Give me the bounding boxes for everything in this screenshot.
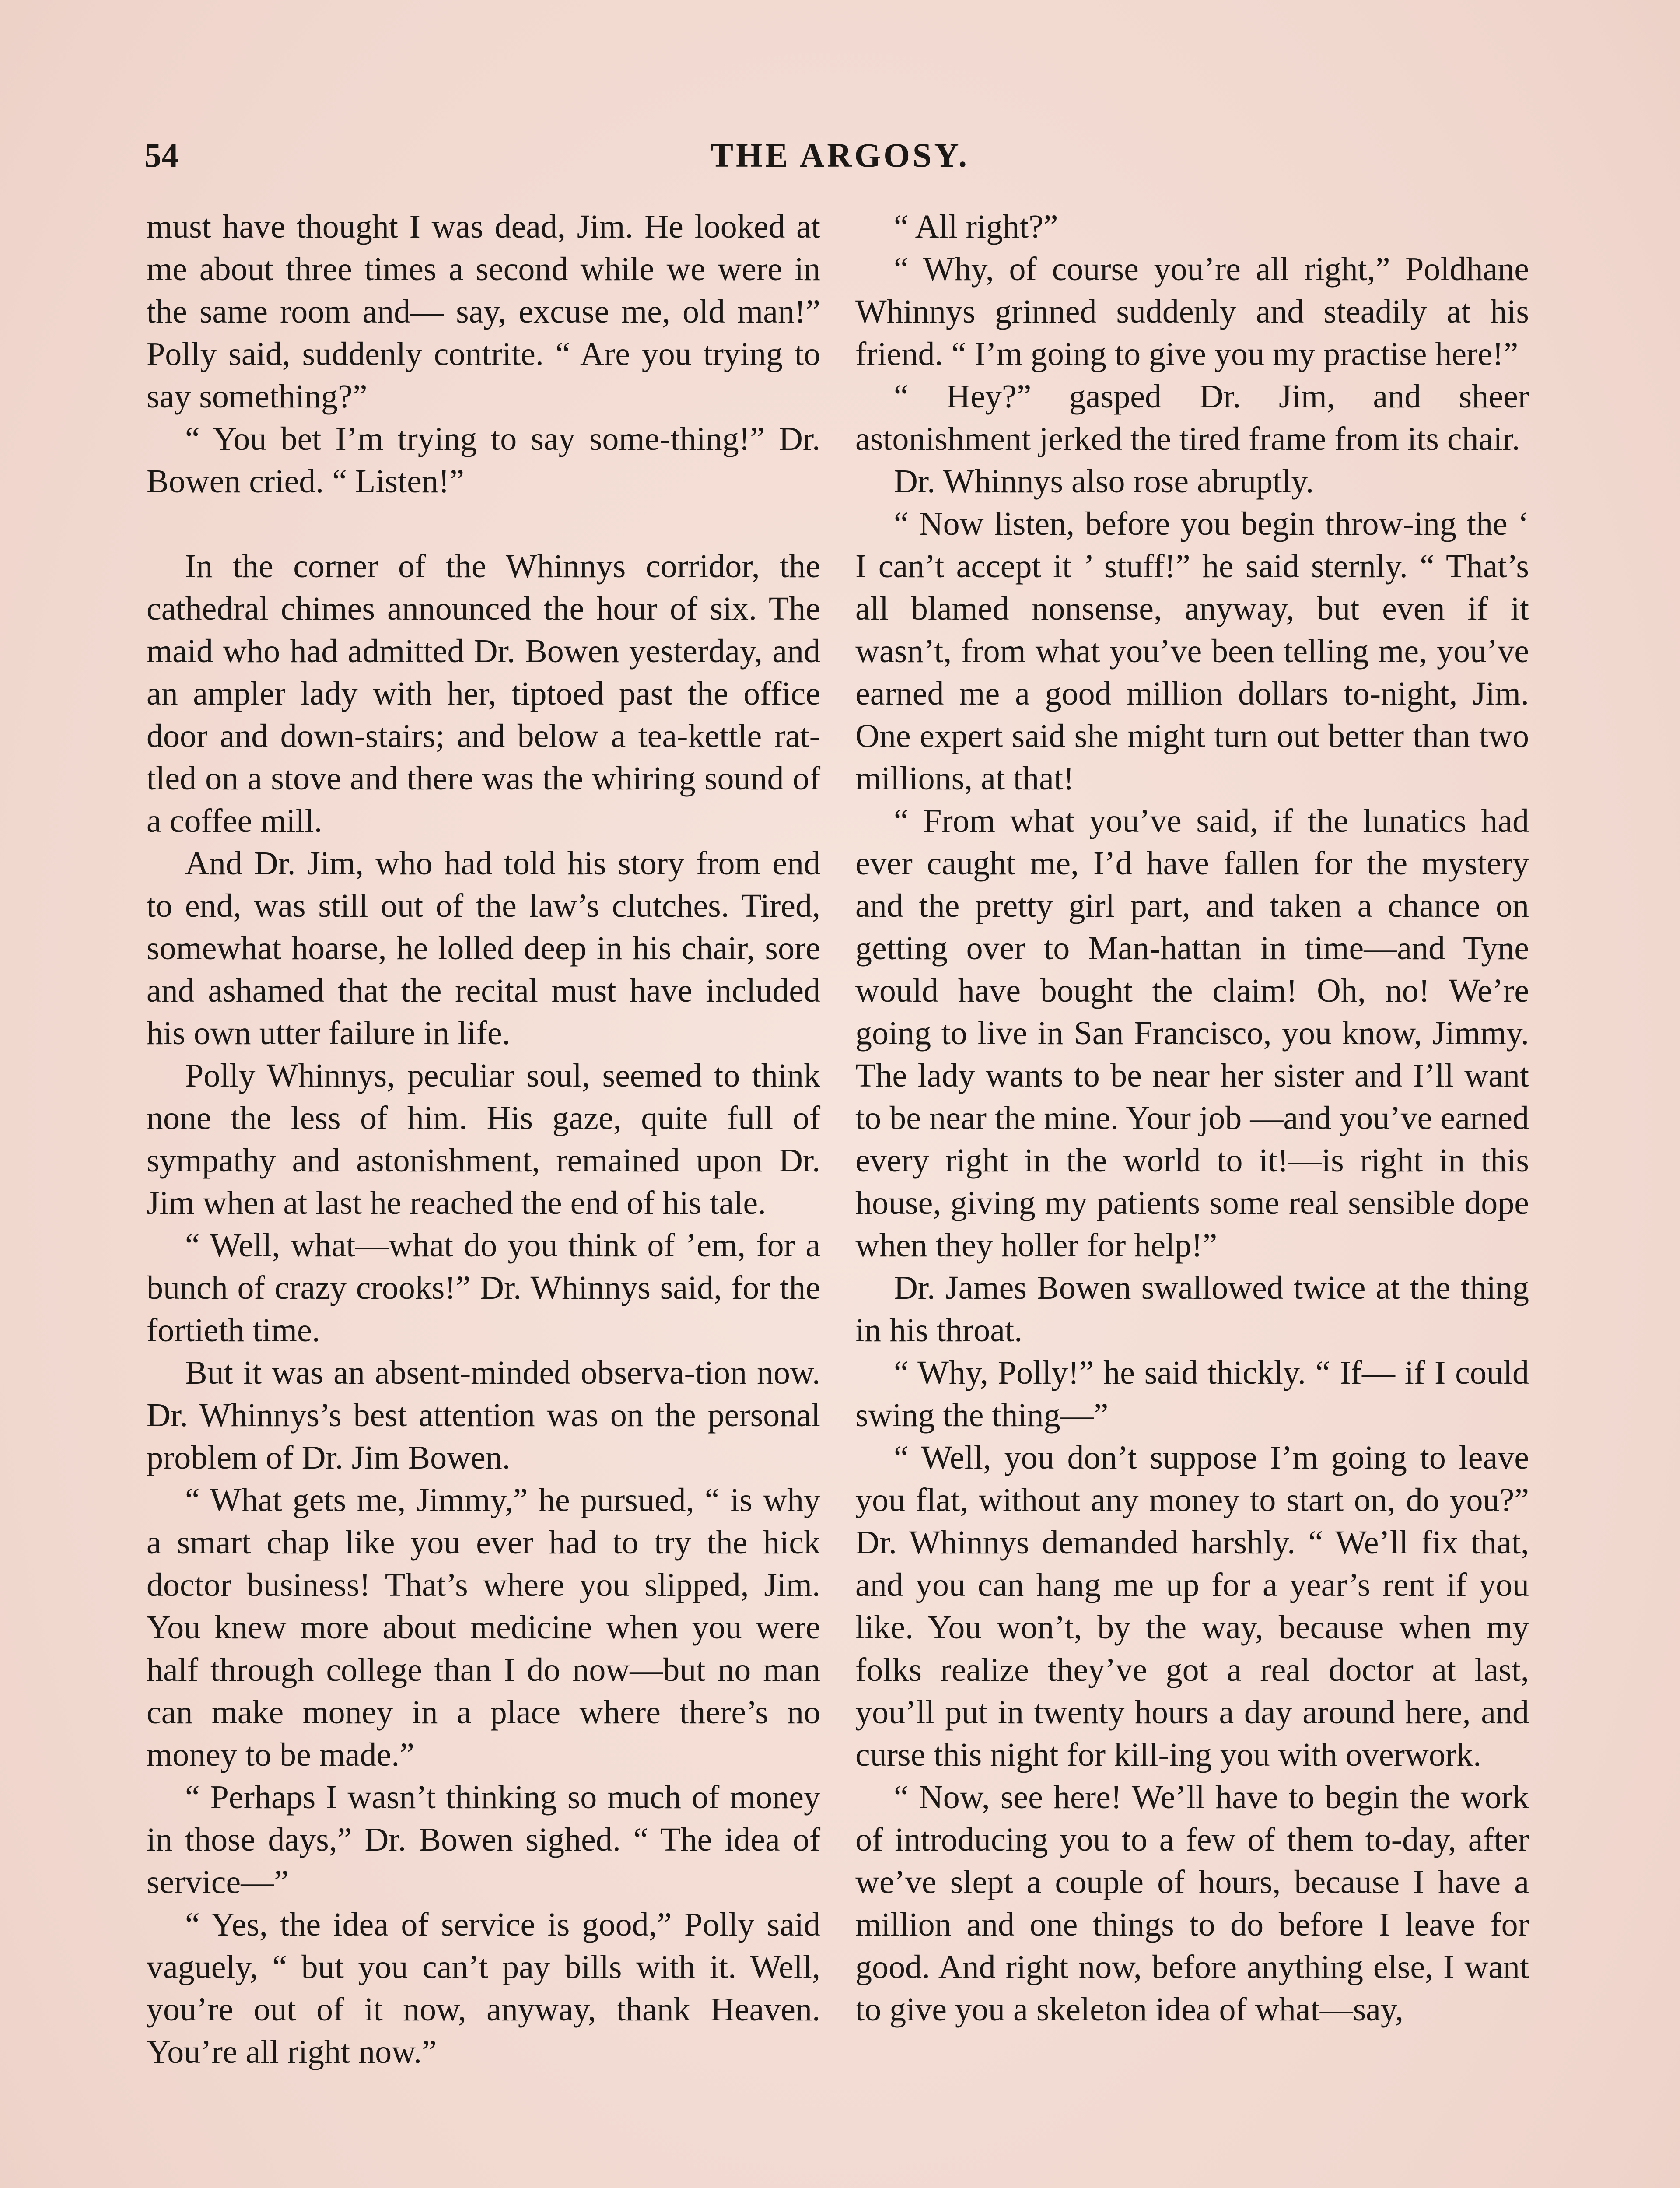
paragraph: “ Well, what—what do you think of ’em, for a bunch of crazy crooks!” Dr. Whinnys said, for the fortieth time. (147, 1227, 820, 1349)
paragraph: “ Hey?” gasped Dr. Jim, and sheer astonishment jerked the tired frame from its chair. (855, 378, 1529, 457)
page-header (144, 131, 1536, 179)
paragraph: “ Yes, the idea of service is good,” Polly said vaguely, “ but you can’t pay bills with it. Well, you’re out of it now, anyway, thank Heaven. You’re all right now.” (147, 1906, 820, 2070)
paragraph: “ Now listen, before you begin throw-ing the ‘ I can’t accept it ’ stuff!” he said sternly. “ That’s all blamed nonsense, anyway, but even if it wasn’t, from what you’ve been telling me, you’ve earned me a good million dollars to-night, Jim. One expert said she might turn out better than two millions, at that! (855, 505, 1529, 797)
paragraph: Polly Whinnys, peculiar soul, seemed to think none the less of him. His gaze, quite full of sympathy and astonishment, remained upon Dr. Jim when at last he reached the end of his tale. (147, 1057, 820, 1221)
paragraph: “ Why, Polly!” he said thickly. “ If— if I could swing the thing—” (855, 1354, 1529, 1434)
paragraph: “ Now, see here! We’ll have to begin the work of introducing you to a few of them to-day, after we’ve slept a couple of hours, because I have a million and one things to do before I leave for good. And right now, before anything else, I want to give you a skeleton idea of what—say, (855, 1779, 1529, 2028)
paragraph: And Dr. Jim, who had told his story from end to end, was still out of the law’s clutches. Tired, somewhat hoarse, he lolled deep in his chair, sore and ashamed that the recital must have included his own utter failure in life. (147, 845, 820, 1052)
paragraph: “ Why, of course you’re all right,” Poldhane Whinnys grinned suddenly and steadily at his friend. “ I’m going to give you my practise here!” (855, 251, 1529, 372)
paragraph: “ What gets me, Jimmy,” he pursued, “ is why a smart chap like you ever had to try the hick doctor business! That’s where you slipped, Jim. You knew more about medicine when you were half through college than I do now—but no man can make money in a place where there’s no money to be made.” (147, 1482, 820, 1773)
page-number: 54 (144, 136, 178, 174)
left-column (147, 206, 820, 2073)
paragraph: “ All right?” (894, 208, 1058, 245)
paragraph: “ Well, you don’t suppose I’m going to leave you flat, without any money to start on, do you?” Dr. Whinnys demanded harshly. “ We’ll fix that, and you can hang me up for a year’s rent if you like. You won’t, by the way, because when my folks realize they’ve got a real doctor at last, you’ll put in twenty hours a day around here, and curse this night for kill-ing you with overwork. (855, 1439, 1529, 1773)
paragraph: “ From what you’ve said, if the lunatics had ever caught me, I’d have fallen for the mystery and the pretty girl part, and taken a chance on getting over to Man-hattan in time—and Tyne would have bought the claim! Oh, no! We’re going to live in San Francisco, you know, Jimmy. The lady wants to be near her sister and I’ll want to be near the mine. Your job —and you’ve earned every right in the world to it!—is right in this house, giving my patients some real sensible dope when they holler for help!” (855, 803, 1529, 1264)
right-column (855, 206, 1529, 2031)
paragraph: Dr. Whinnys also rose abruptly. (894, 463, 1314, 500)
running-title: THE ARGOSY. (710, 136, 970, 174)
paragraph: must have thought I was dead, Jim. He looked at me about three times a second while we were in the same room and— say, excuse me, old man!” Polly said, suddenly contrite. “ Are you trying to say something?” (147, 208, 820, 415)
paragraph: “ Perhaps I wasn’t thinking so much of money in those days,” Dr. Bowen sighed. “ The idea of service—” (147, 1779, 820, 1900)
paragraph: In the corner of the Whinnys corridor, the cathedral chimes announced the hour of six. The maid who had admitted Dr. Bowen yesterday, and an ampler lady with her, tiptoed past the office door and down-stairs; and below a tea-kettle rat-tled on a stove and there was the whiring sound of a coffee mill. (147, 548, 820, 839)
paragraph: Dr. James Bowen swallowed twice at the thing in his throat. (855, 1269, 1529, 1349)
paragraph: “ You bet I’m trying to say some-thing!” Dr. Bowen cried. “ Listen!” (147, 421, 820, 500)
paragraph: But it was an absent-minded observa-tion now. Dr. Whinnys’s best attention was on the personal problem of Dr. Jim Bowen. (147, 1354, 820, 1476)
